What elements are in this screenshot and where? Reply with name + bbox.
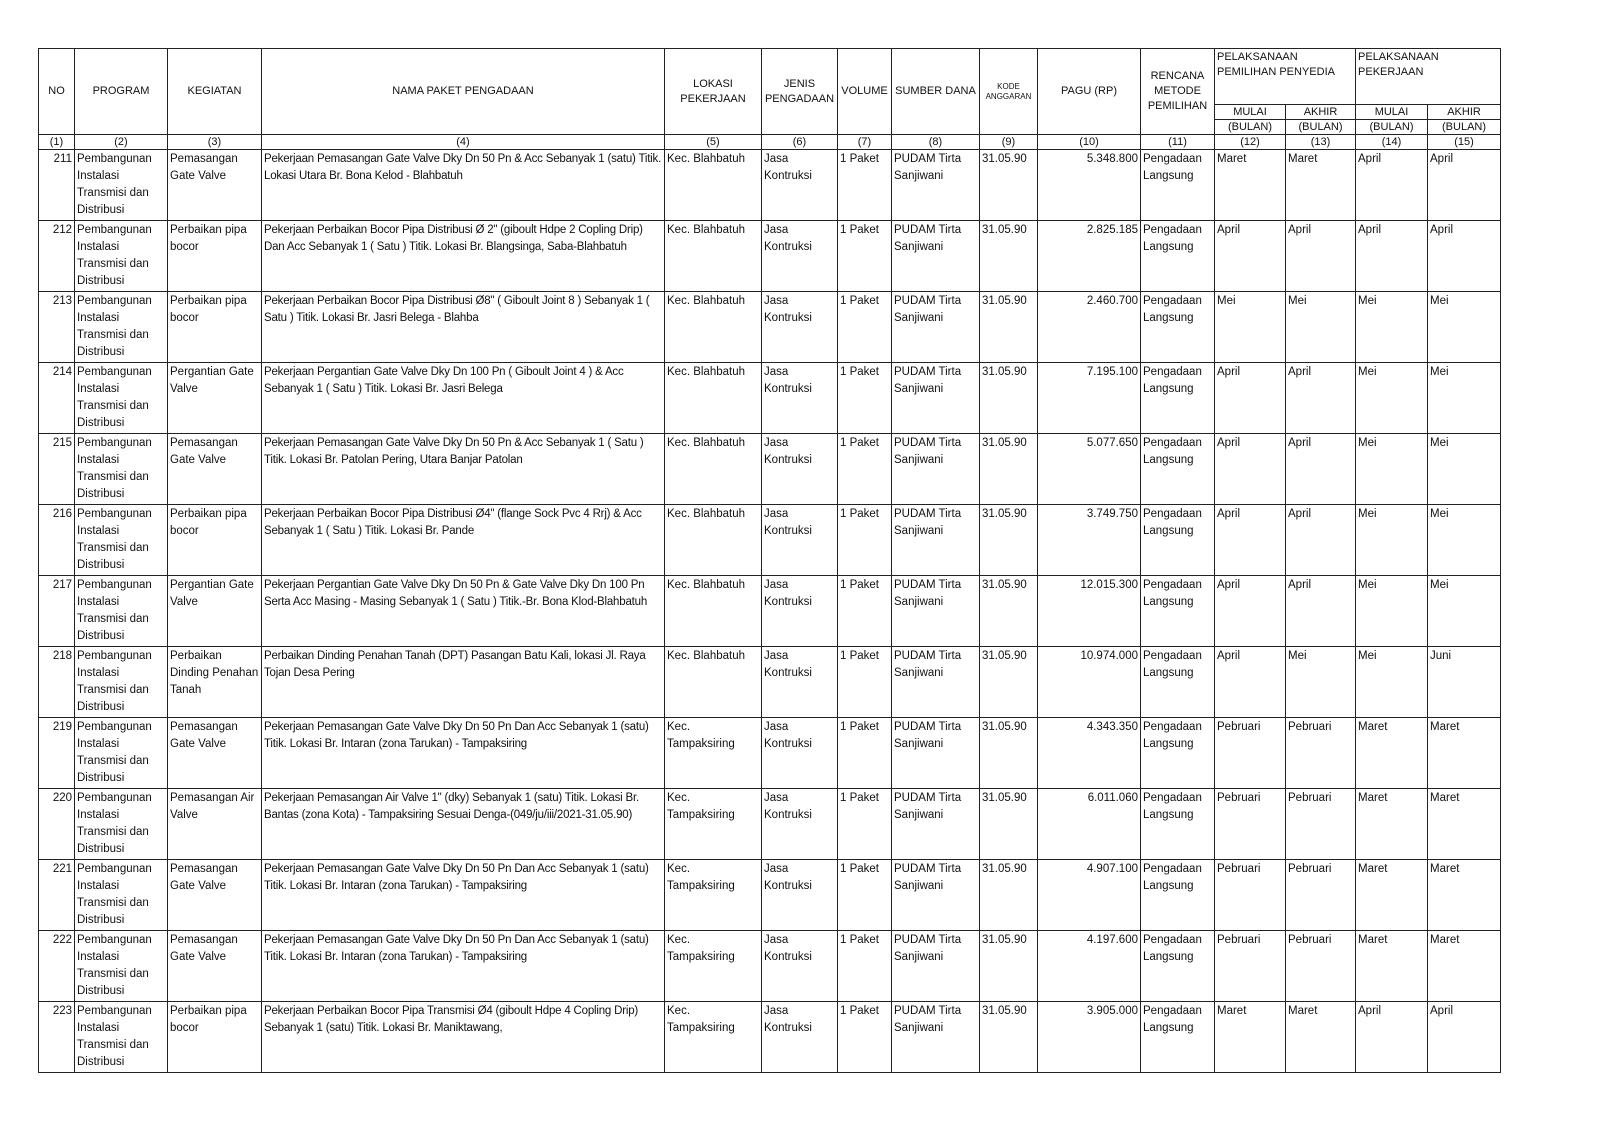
cell-nama-paket: Pekerjaan Perbaikan Bocor Pipa Distribusi Ø8" ( Giboult Joint 8 ) Sebanyak 1 ( Satu ) Titik. Lokasi Br. Jasri Belega - Blahba	[262, 292, 665, 363]
header-pagu: PAGU (RP)	[1038, 49, 1141, 135]
cell-pekerjaan-mulai: Maret	[1356, 860, 1428, 931]
cell-nama-paket: Pekerjaan Pemasangan Gate Valve Dky Dn 50 Pn Dan Acc Sebanyak 1 (satu) Titik. Lokasi Br. Intaran (zona Tarukan) - Tampaksiring	[262, 931, 665, 1002]
header-unit: (BULAN)	[1428, 120, 1501, 135]
cell-kode-anggaran: 31.05.90	[980, 718, 1038, 789]
header-nama-paket: NAMA PAKET PENGADAAN	[262, 49, 665, 135]
cell-jenis: Jasa Kontruksi	[762, 931, 838, 1002]
cell-volume: 1 Paket	[838, 505, 892, 576]
cell-kegiatan: Perbaikan Dinding Penahan Tanah	[168, 647, 262, 718]
cell-volume: 1 Paket	[838, 576, 892, 647]
cell-pekerjaan-mulai: Mei	[1356, 363, 1428, 434]
header-pelaksanaan-pemilihan: PELAKSANAAN PEMILIHAN PENYEDIA	[1215, 49, 1356, 105]
cell-pekerjaan-akhir: Mei	[1428, 292, 1501, 363]
cell-pemilihan-akhir: Pebruari	[1286, 931, 1356, 1002]
cell-metode: Pengadaan Langsung	[1141, 576, 1215, 647]
header-volume: VOLUME	[838, 49, 892, 135]
cell-pagu: 4.907.100	[1038, 860, 1141, 931]
cell-kegiatan: Pemasangan Gate Valve	[168, 434, 262, 505]
cell-metode: Pengadaan Langsung	[1141, 505, 1215, 576]
column-number: (8)	[892, 135, 980, 150]
cell-metode: Pengadaan Langsung	[1141, 718, 1215, 789]
cell-no: 221	[39, 860, 75, 931]
cell-kegiatan: Pemasangan Gate Valve	[168, 150, 262, 221]
column-number: (7)	[838, 135, 892, 150]
cell-kode-anggaran: 31.05.90	[980, 292, 1038, 363]
column-number: (2)	[75, 135, 168, 150]
cell-pekerjaan-mulai: April	[1356, 221, 1428, 292]
cell-metode: Pengadaan Langsung	[1141, 1002, 1215, 1073]
cell-sumber-dana: PUDAM Tirta Sanjiwani	[892, 292, 980, 363]
cell-pemilihan-akhir: April	[1286, 363, 1356, 434]
column-number: (12)	[1215, 135, 1286, 150]
cell-metode: Pengadaan Langsung	[1141, 647, 1215, 718]
cell-pekerjaan-akhir: Mei	[1428, 434, 1501, 505]
cell-program: Pembangunan Instalasi Transmisi dan Distribusi	[75, 1002, 168, 1073]
cell-lokasi: Kec. Blahbatuh	[665, 221, 762, 292]
cell-sumber-dana: PUDAM Tirta Sanjiwani	[892, 150, 980, 221]
cell-pekerjaan-akhir: April	[1428, 221, 1501, 292]
table-row	[39, 434, 1501, 505]
cell-pemilihan-akhir: Maret	[1286, 150, 1356, 221]
cell-sumber-dana: PUDAM Tirta Sanjiwani	[892, 860, 980, 931]
cell-kegiatan: Pemasangan Air Valve	[168, 789, 262, 860]
header-lokasi: LOKASI PEKERJAAN	[665, 49, 762, 135]
cell-volume: 1 Paket	[838, 150, 892, 221]
cell-no: 216	[39, 505, 75, 576]
cell-sumber-dana: PUDAM Tirta Sanjiwani	[892, 505, 980, 576]
cell-pemilihan-mulai: Maret	[1215, 1002, 1286, 1073]
cell-volume: 1 Paket	[838, 292, 892, 363]
cell-pekerjaan-mulai: April	[1356, 1002, 1428, 1073]
cell-nama-paket: Pekerjaan Pemasangan Gate Valve Dky Dn 50 Pn & Acc Sebanyak 1 (satu) Titik. Lokasi Utara Br. Bona Kelod - Blahbatuh	[262, 150, 665, 221]
cell-jenis: Jasa Kontruksi	[762, 576, 838, 647]
cell-jenis: Jasa Kontruksi	[762, 718, 838, 789]
cell-pemilihan-akhir: April	[1286, 505, 1356, 576]
cell-no: 218	[39, 647, 75, 718]
column-number-row	[39, 135, 1501, 150]
header-no: NO	[39, 49, 75, 135]
cell-kode-anggaran: 31.05.90	[980, 150, 1038, 221]
cell-jenis: Jasa Kontruksi	[762, 789, 838, 860]
cell-metode: Pengadaan Langsung	[1141, 150, 1215, 221]
cell-kode-anggaran: 31.05.90	[980, 434, 1038, 505]
header-pemilihan-akhir: AKHIR	[1286, 105, 1356, 120]
cell-pekerjaan-mulai: Mei	[1356, 434, 1428, 505]
cell-nama-paket: Pekerjaan Pemasangan Gate Valve Dky Dn 50 Pn Dan Acc Sebanyak 1 (satu) Titik. Lokasi Br. Intaran (zona Tarukan) - Tampaksiring	[262, 860, 665, 931]
cell-pemilihan-mulai: Maret	[1215, 150, 1286, 221]
cell-kode-anggaran: 31.05.90	[980, 1002, 1038, 1073]
cell-kode-anggaran: 31.05.90	[980, 576, 1038, 647]
cell-lokasi: Kec. Blahbatuh	[665, 647, 762, 718]
cell-sumber-dana: PUDAM Tirta Sanjiwani	[892, 363, 980, 434]
cell-pekerjaan-akhir: Mei	[1428, 576, 1501, 647]
column-number: (10)	[1038, 135, 1141, 150]
cell-program: Pembangunan Instalasi Transmisi dan Distribusi	[75, 221, 168, 292]
cell-volume: 1 Paket	[838, 647, 892, 718]
cell-jenis: Jasa Kontruksi	[762, 363, 838, 434]
table-body	[39, 150, 1501, 1073]
cell-program: Pembangunan Instalasi Transmisi dan Distribusi	[75, 931, 168, 1002]
cell-program: Pembangunan Instalasi Transmisi dan Distribusi	[75, 647, 168, 718]
cell-nama-paket: Pekerjaan Pemasangan Gate Valve Dky Dn 50 Pn & Acc Sebanyak 1 ( Satu ) Titik. Lokasi Br. Patolan Pering, Utara Banjar Patolan	[262, 434, 665, 505]
cell-no: 215	[39, 434, 75, 505]
cell-lokasi: Kec. Tampaksiring	[665, 931, 762, 1002]
column-number: (9)	[980, 135, 1038, 150]
cell-volume: 1 Paket	[838, 718, 892, 789]
cell-nama-paket: Pekerjaan Perbaikan Bocor Pipa Distribusi Ø4" (flange Sock Pvc 4 Rrj) & Acc Sebanyak 1 ( Satu ) Titik. Lokasi Br. Pande	[262, 505, 665, 576]
cell-pemilihan-akhir: April	[1286, 434, 1356, 505]
cell-jenis: Jasa Kontruksi	[762, 434, 838, 505]
cell-nama-paket: Pekerjaan Pergantian Gate Valve Dky Dn 50 Pn & Gate Valve Dky Dn 100 Pn Serta Acc Masing - Masing Sebanyak 1 ( Satu ) Titik.-Br. Bona Klod-Blahbatuh	[262, 576, 665, 647]
cell-kegiatan: Pergantian Gate Valve	[168, 576, 262, 647]
cell-lokasi: Kec. Tampaksiring	[665, 718, 762, 789]
cell-no: 214	[39, 363, 75, 434]
procurement-table	[38, 48, 1501, 1073]
cell-sumber-dana: PUDAM Tirta Sanjiwani	[892, 221, 980, 292]
cell-pekerjaan-akhir: Maret	[1428, 718, 1501, 789]
cell-jenis: Jasa Kontruksi	[762, 221, 838, 292]
cell-sumber-dana: PUDAM Tirta Sanjiwani	[892, 1002, 980, 1073]
cell-metode: Pengadaan Langsung	[1141, 221, 1215, 292]
cell-jenis: Jasa Kontruksi	[762, 292, 838, 363]
column-number: (1)	[39, 135, 75, 150]
cell-pekerjaan-mulai: Mei	[1356, 505, 1428, 576]
header-program: PROGRAM	[75, 49, 168, 135]
cell-sumber-dana: PUDAM Tirta Sanjiwani	[892, 931, 980, 1002]
cell-volume: 1 Paket	[838, 931, 892, 1002]
cell-nama-paket: Pekerjaan Pemasangan Air Valve 1" (dky) Sebanyak 1 (satu) Titik. Lokasi Br. Bantas (zona Kota) - Tampaksiring Sesuai Denga-(049/ju/iii/2021-31.05.90)	[262, 789, 665, 860]
cell-lokasi: Kec. Blahbatuh	[665, 576, 762, 647]
cell-lokasi: Kec. Blahbatuh	[665, 505, 762, 576]
cell-pemilihan-mulai: April	[1215, 647, 1286, 718]
column-number: (6)	[762, 135, 838, 150]
table-row	[39, 1002, 1501, 1073]
cell-pekerjaan-mulai: Mei	[1356, 647, 1428, 718]
cell-pagu: 3.905.000	[1038, 1002, 1141, 1073]
cell-pemilihan-akhir: Maret	[1286, 1002, 1356, 1073]
cell-program: Pembangunan Instalasi Transmisi dan Distribusi	[75, 292, 168, 363]
cell-program: Pembangunan Instalasi Transmisi dan Distribusi	[75, 576, 168, 647]
cell-pagu: 10.974.000	[1038, 647, 1141, 718]
cell-kegiatan: Perbaikan pipa bocor	[168, 221, 262, 292]
cell-pemilihan-akhir: Mei	[1286, 292, 1356, 363]
cell-jenis: Jasa Kontruksi	[762, 505, 838, 576]
cell-no: 223	[39, 1002, 75, 1073]
cell-pagu: 12.015.300	[1038, 576, 1141, 647]
table-row	[39, 860, 1501, 931]
column-number: (4)	[262, 135, 665, 150]
cell-program: Pembangunan Instalasi Transmisi dan Distribusi	[75, 789, 168, 860]
column-number: (3)	[168, 135, 262, 150]
cell-pemilihan-mulai: April	[1215, 505, 1286, 576]
cell-pagu: 5.348.800	[1038, 150, 1141, 221]
cell-kode-anggaran: 31.05.90	[980, 860, 1038, 931]
cell-nama-paket: Pekerjaan Perbaikan Bocor Pipa Distribusi Ø 2" (giboult Hdpe 2 Copling Drip) Dan Acc Sebanyak 1 ( Satu ) Titik. Lokasi Br. Blangsinga, Saba-Blahbatuh	[262, 221, 665, 292]
cell-pagu: 5.077.650	[1038, 434, 1141, 505]
cell-pemilihan-mulai: Pebruari	[1215, 789, 1286, 860]
table-row	[39, 718, 1501, 789]
cell-pemilihan-mulai: Mei	[1215, 292, 1286, 363]
cell-pagu: 4.197.600	[1038, 931, 1141, 1002]
cell-pemilihan-akhir: April	[1286, 576, 1356, 647]
cell-no: 213	[39, 292, 75, 363]
cell-no: 211	[39, 150, 75, 221]
cell-sumber-dana: PUDAM Tirta Sanjiwani	[892, 789, 980, 860]
header-unit: (BULAN)	[1286, 120, 1356, 135]
table-row	[39, 363, 1501, 434]
cell-volume: 1 Paket	[838, 860, 892, 931]
cell-kegiatan: Perbaikan pipa bocor	[168, 292, 262, 363]
table-row	[39, 931, 1501, 1002]
column-number: (15)	[1428, 135, 1501, 150]
cell-pekerjaan-mulai: Maret	[1356, 718, 1428, 789]
header-sumber-dana: SUMBER DANA	[892, 49, 980, 135]
header-pelaksanaan-pekerjaan: PELAKSANAAN PEKERJAAN	[1356, 49, 1501, 105]
cell-kode-anggaran: 31.05.90	[980, 221, 1038, 292]
cell-jenis: Jasa Kontruksi	[762, 860, 838, 931]
cell-kode-anggaran: 31.05.90	[980, 789, 1038, 860]
cell-pekerjaan-akhir: Juni	[1428, 647, 1501, 718]
header-unit: (BULAN)	[1356, 120, 1428, 135]
header-rencana-metode: RENCANA METODE PEMILIHAN	[1141, 49, 1215, 135]
table-header	[39, 49, 1501, 150]
cell-kegiatan: Pemasangan Gate Valve	[168, 931, 262, 1002]
cell-lokasi: Kec. Blahbatuh	[665, 292, 762, 363]
table-row	[39, 150, 1501, 221]
cell-pemilihan-mulai: April	[1215, 576, 1286, 647]
cell-pekerjaan-akhir: Mei	[1428, 505, 1501, 576]
cell-pemilihan-akhir: Pebruari	[1286, 718, 1356, 789]
column-number: (14)	[1356, 135, 1428, 150]
cell-lokasi: Kec. Blahbatuh	[665, 363, 762, 434]
cell-pagu: 2.460.700	[1038, 292, 1141, 363]
column-number: (5)	[665, 135, 762, 150]
cell-pagu: 6.011.060	[1038, 789, 1141, 860]
cell-pekerjaan-akhir: April	[1428, 1002, 1501, 1073]
cell-pekerjaan-akhir: Maret	[1428, 860, 1501, 931]
cell-no: 220	[39, 789, 75, 860]
cell-volume: 1 Paket	[838, 363, 892, 434]
cell-program: Pembangunan Instalasi Transmisi dan Distribusi	[75, 718, 168, 789]
cell-metode: Pengadaan Langsung	[1141, 860, 1215, 931]
cell-lokasi: Kec. Tampaksiring	[665, 860, 762, 931]
cell-no: 219	[39, 718, 75, 789]
cell-metode: Pengadaan Langsung	[1141, 931, 1215, 1002]
header-pekerjaan-akhir: AKHIR	[1428, 105, 1501, 120]
cell-pemilihan-akhir: Pebruari	[1286, 860, 1356, 931]
cell-pagu: 2.825.185	[1038, 221, 1141, 292]
cell-jenis: Jasa Kontruksi	[762, 1002, 838, 1073]
cell-kegiatan: Perbaikan pipa bocor	[168, 1002, 262, 1073]
header-kegiatan: KEGIATAN	[168, 49, 262, 135]
cell-no: 222	[39, 931, 75, 1002]
cell-nama-paket: Pekerjaan Pergantian Gate Valve Dky Dn 100 Pn ( Giboult Joint 4 ) & Acc Sebanyak 1 ( Satu ) Titik. Lokasi Br. Jasri Belega	[262, 363, 665, 434]
header-jenis: JENIS PENGADAAN	[762, 49, 838, 135]
cell-pekerjaan-mulai: April	[1356, 150, 1428, 221]
header-kode-anggaran: KODE ANGGARAN	[980, 49, 1038, 135]
table-row	[39, 505, 1501, 576]
column-number: (11)	[1141, 135, 1215, 150]
cell-metode: Pengadaan Langsung	[1141, 363, 1215, 434]
cell-pekerjaan-akhir: April	[1428, 150, 1501, 221]
cell-pekerjaan-akhir: Maret	[1428, 931, 1501, 1002]
cell-sumber-dana: PUDAM Tirta Sanjiwani	[892, 576, 980, 647]
cell-no: 217	[39, 576, 75, 647]
table-row	[39, 292, 1501, 363]
cell-pemilihan-akhir: April	[1286, 221, 1356, 292]
cell-pekerjaan-akhir: Maret	[1428, 789, 1501, 860]
cell-pagu: 3.749.750	[1038, 505, 1141, 576]
cell-program: Pembangunan Instalasi Transmisi dan Distribusi	[75, 505, 168, 576]
table-row	[39, 789, 1501, 860]
cell-pemilihan-mulai: Pebruari	[1215, 718, 1286, 789]
header-pemilihan-mulai: MULAI	[1215, 105, 1286, 120]
cell-nama-paket: Pekerjaan Pemasangan Gate Valve Dky Dn 50 Pn Dan Acc Sebanyak 1 (satu) Titik. Lokasi Br. Intaran (zona Tarukan) - Tampaksiring	[262, 718, 665, 789]
cell-metode: Pengadaan Langsung	[1141, 434, 1215, 505]
cell-pekerjaan-akhir: Mei	[1428, 363, 1501, 434]
cell-kode-anggaran: 31.05.90	[980, 647, 1038, 718]
cell-pemilihan-mulai: Pebruari	[1215, 931, 1286, 1002]
cell-pekerjaan-mulai: Mei	[1356, 292, 1428, 363]
cell-lokasi: Kec. Tampaksiring	[665, 1002, 762, 1073]
cell-pagu: 4.343.350	[1038, 718, 1141, 789]
cell-sumber-dana: PUDAM Tirta Sanjiwani	[892, 647, 980, 718]
table-row	[39, 576, 1501, 647]
cell-pemilihan-mulai: Pebruari	[1215, 860, 1286, 931]
cell-pemilihan-mulai: April	[1215, 221, 1286, 292]
cell-lokasi: Kec. Blahbatuh	[665, 434, 762, 505]
cell-kegiatan: Pergantian Gate Valve	[168, 363, 262, 434]
cell-nama-paket: Pekerjaan Perbaikan Bocor Pipa Transmisi Ø4 (giboult Hdpe 4 Copling Drip) Sebanyak 1 (satu) Titik. Lokasi Br. Maniktawang,	[262, 1002, 665, 1073]
cell-program: Pembangunan Instalasi Transmisi dan Distribusi	[75, 860, 168, 931]
cell-pemilihan-mulai: April	[1215, 363, 1286, 434]
cell-sumber-dana: PUDAM Tirta Sanjiwani	[892, 434, 980, 505]
column-number: (13)	[1286, 135, 1356, 150]
cell-volume: 1 Paket	[838, 789, 892, 860]
header-unit: (BULAN)	[1215, 120, 1286, 135]
cell-pekerjaan-mulai: Maret	[1356, 931, 1428, 1002]
cell-volume: 1 Paket	[838, 221, 892, 292]
cell-metode: Pengadaan Langsung	[1141, 789, 1215, 860]
cell-pemilihan-akhir: Pebruari	[1286, 789, 1356, 860]
cell-kode-anggaran: 31.05.90	[980, 931, 1038, 1002]
cell-kegiatan: Pemasangan Gate Valve	[168, 718, 262, 789]
cell-kode-anggaran: 31.05.90	[980, 363, 1038, 434]
cell-pemilihan-mulai: April	[1215, 434, 1286, 505]
cell-pekerjaan-mulai: Maret	[1356, 789, 1428, 860]
cell-program: Pembangunan Instalasi Transmisi dan Distribusi	[75, 363, 168, 434]
cell-sumber-dana: PUDAM Tirta Sanjiwani	[892, 718, 980, 789]
cell-nama-paket: Perbaikan Dinding Penahan Tanah (DPT) Pasangan Batu Kali, lokasi Jl. Raya Tojan Desa Pering	[262, 647, 665, 718]
cell-volume: 1 Paket	[838, 1002, 892, 1073]
cell-lokasi: Kec. Tampaksiring	[665, 789, 762, 860]
cell-metode: Pengadaan Langsung	[1141, 292, 1215, 363]
cell-pagu: 7.195.100	[1038, 363, 1141, 434]
header-pekerjaan-mulai: MULAI	[1356, 105, 1428, 120]
cell-pemilihan-akhir: Mei	[1286, 647, 1356, 718]
cell-kode-anggaran: 31.05.90	[980, 505, 1038, 576]
cell-jenis: Jasa Kontruksi	[762, 150, 838, 221]
cell-volume: 1 Paket	[838, 434, 892, 505]
cell-pekerjaan-mulai: Mei	[1356, 576, 1428, 647]
cell-program: Pembangunan Instalasi Transmisi dan Distribusi	[75, 150, 168, 221]
cell-lokasi: Kec. Blahbatuh	[665, 150, 762, 221]
table-row	[39, 647, 1501, 718]
table-row	[39, 221, 1501, 292]
cell-program: Pembangunan Instalasi Transmisi dan Distribusi	[75, 434, 168, 505]
cell-no: 212	[39, 221, 75, 292]
cell-kegiatan: Pemasangan Gate Valve	[168, 860, 262, 931]
cell-kegiatan: Perbaikan pipa bocor	[168, 505, 262, 576]
cell-jenis: Jasa Kontruksi	[762, 647, 838, 718]
